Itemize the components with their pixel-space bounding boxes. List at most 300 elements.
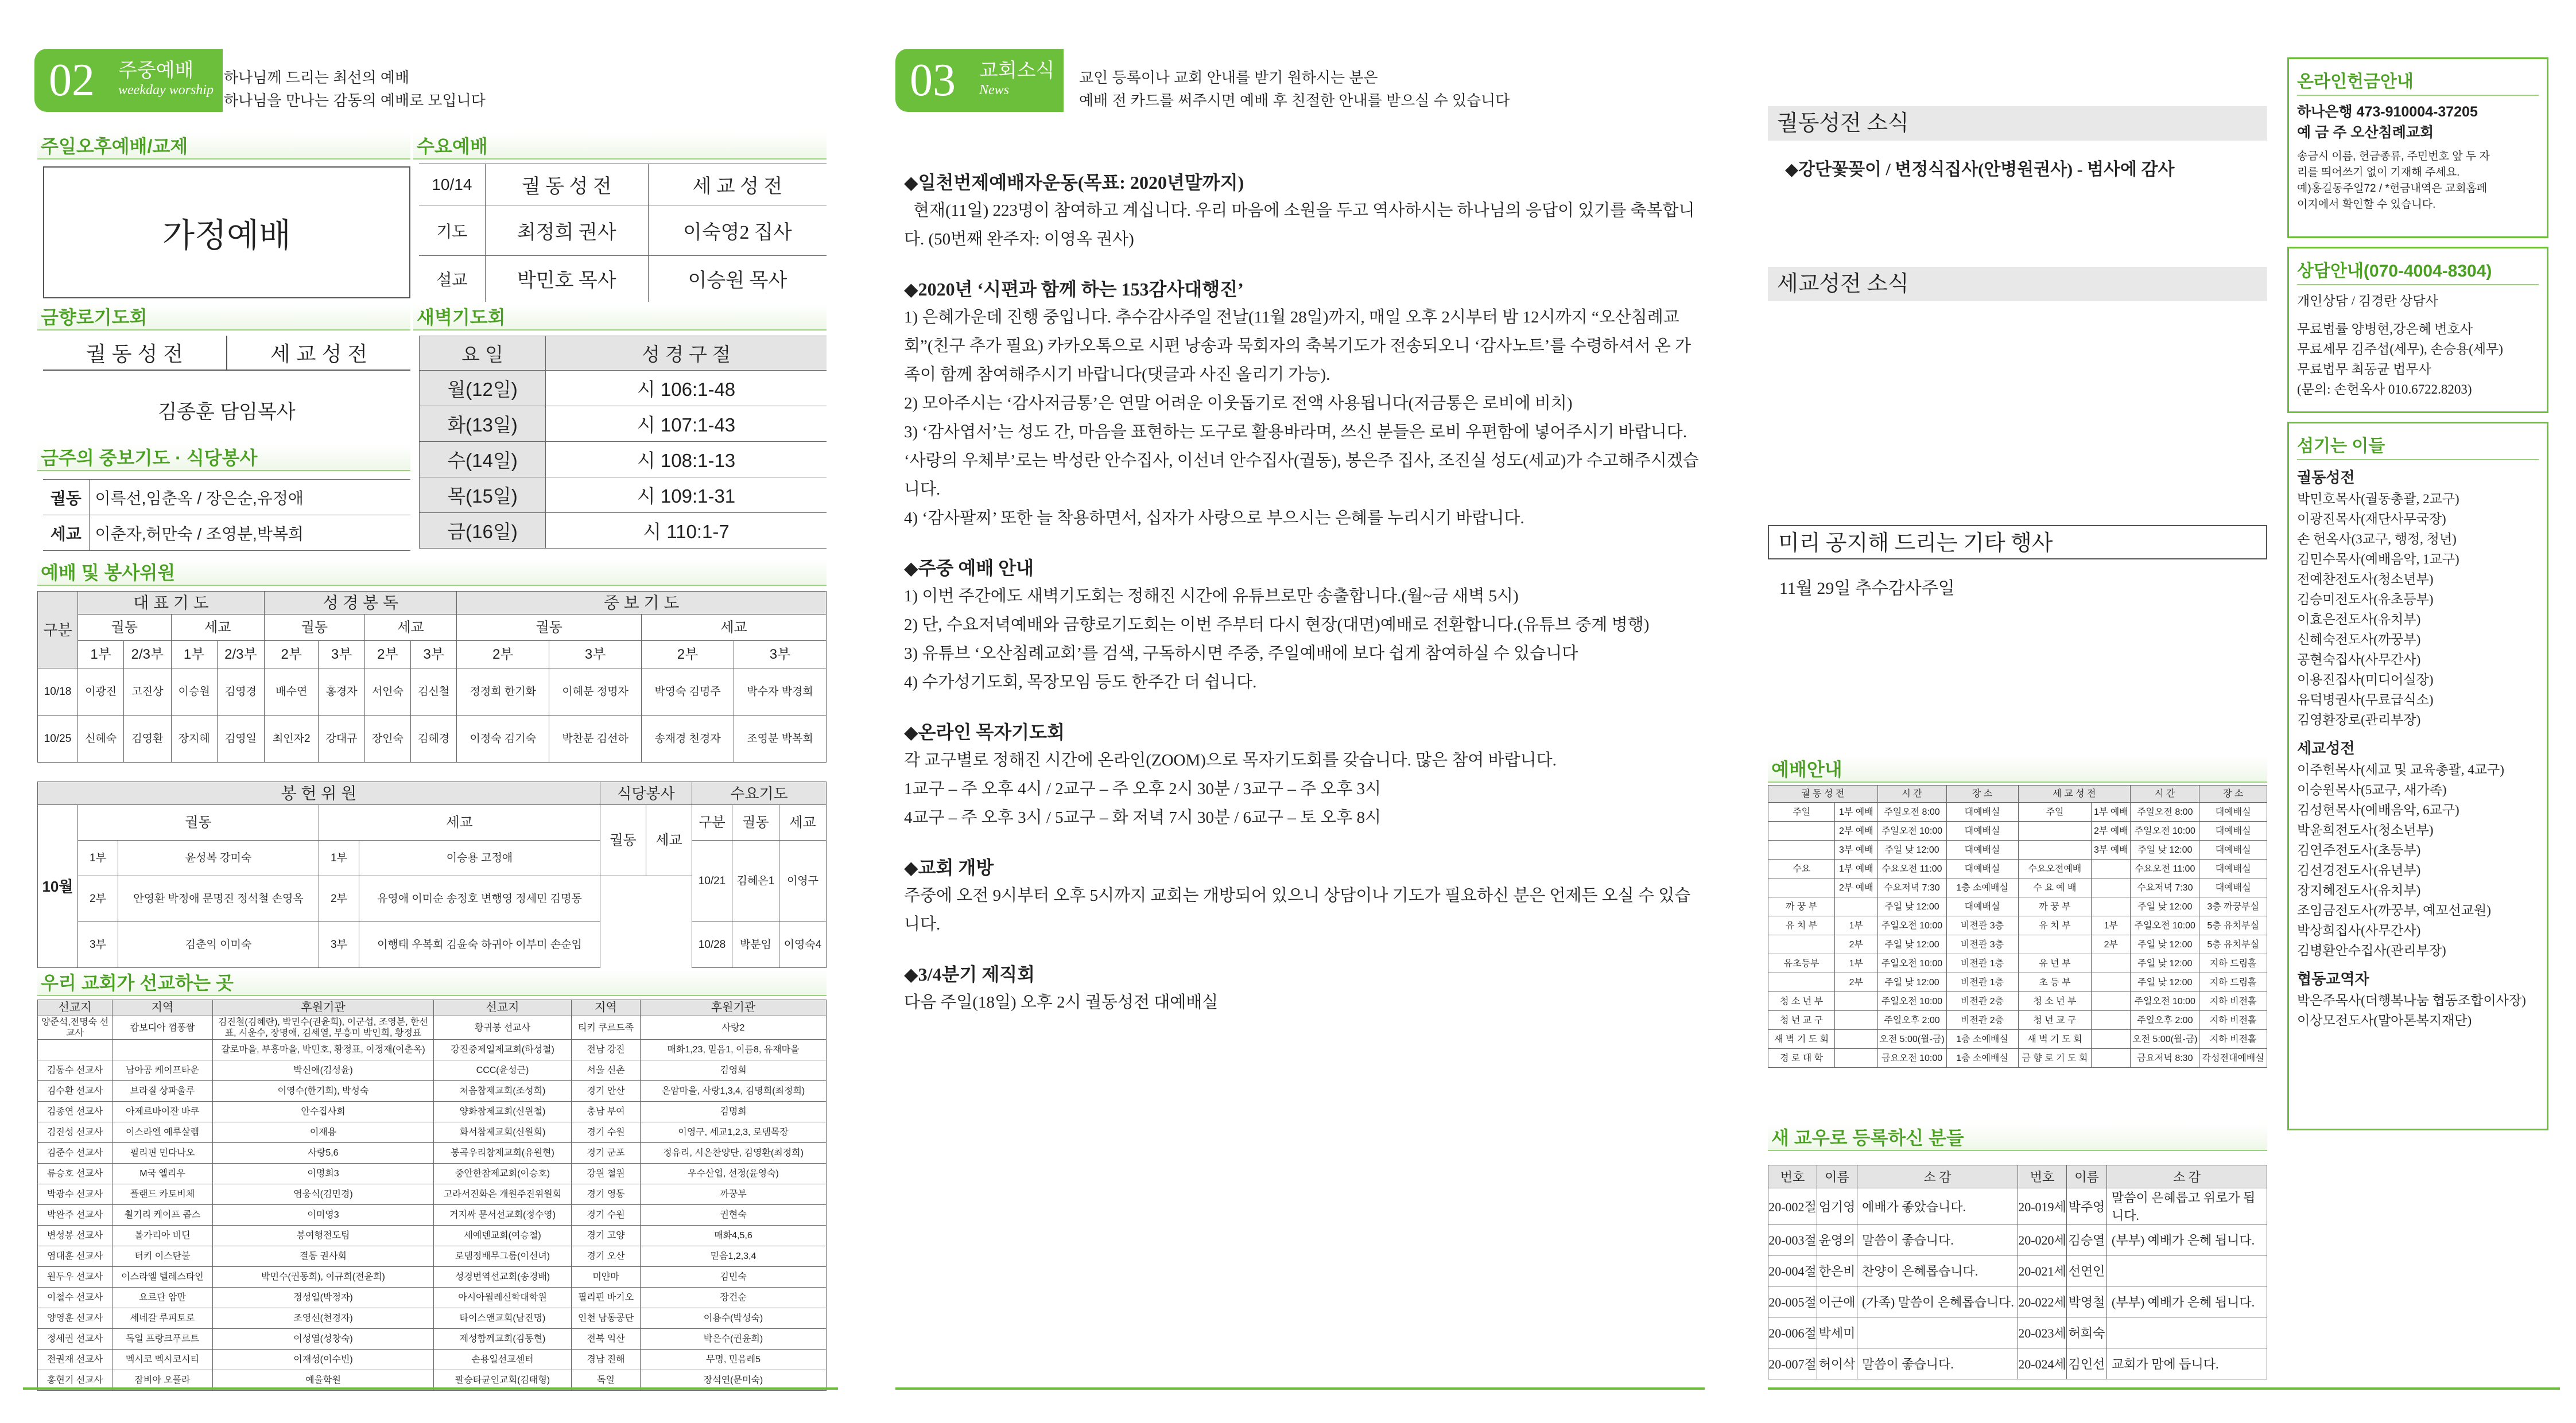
sched-cell: 청 소 년 부 [2018, 992, 2092, 1011]
staff-member: 박은주목사(더행복나눔 협동조합이사장) [2297, 993, 2526, 1008]
o-names: 안영환 박정애 문명진 정석철 손영옥 [118, 876, 319, 922]
o-head: 식당봉사 [600, 782, 692, 805]
counsel-line: 개인상담 / 김경란 상담사 [2297, 294, 2438, 308]
miss-cell: 이재성(이수빈) [213, 1350, 434, 1370]
new-head: 소 감 [2107, 1165, 2267, 1188]
w-cell: 고진상 [124, 668, 171, 716]
sched-cell: 주일오전 10:00 [1877, 954, 1946, 973]
miss-cell: 남아공 케이프타운 [112, 1060, 213, 1081]
new-cell: 교회가 맘에 듭니다. [2107, 1348, 2267, 1379]
miss-cell: 아제르바이잔 바쿠 [112, 1102, 213, 1122]
sched-row [1768, 841, 2267, 860]
miss-cell: 세네갈 루피토로 [112, 1308, 213, 1329]
w-cell: 박수자 박경희 [734, 668, 826, 716]
dawn-day: 화(13일) [420, 406, 546, 442]
miss-row [38, 1060, 827, 1081]
sched-cell [2018, 841, 2092, 860]
inter-names: 이춘자,허만숙 / 조영분,박복희 [89, 515, 410, 551]
new-cell: 20-023세 [2018, 1317, 2067, 1348]
miss-cell: 무명, 민음레5 [641, 1350, 827, 1370]
staff-member: 이상모전도사(말아톤복지재단) [2297, 1013, 2472, 1028]
w-part: 2부 [642, 641, 734, 668]
dawn-verse: 시 108:1-13 [546, 442, 827, 477]
new-row [1768, 1317, 2267, 1348]
sched-cell [2092, 992, 2131, 1011]
miss-cell: 김종연 선교사 [38, 1102, 112, 1122]
new-cell: 말씀이 은혜롭고 위로가 됩니다. [2107, 1188, 2267, 1224]
miss-cell: 사랑5,6 [213, 1143, 434, 1164]
sched-cell: 유초등부 [1768, 954, 1835, 973]
sched-cell [2092, 1049, 2131, 1068]
miss-row [38, 1350, 827, 1370]
miss-row [38, 1267, 827, 1288]
events-body: 11월 29일 추수감사주일 [1779, 579, 1955, 598]
miss-cell: 정유리, 시온찬양단, 김영환(최정희) [641, 1143, 827, 1164]
miss-row [38, 1143, 827, 1164]
news-para: 4) 수가성기도회, 목장모임 등도 한주간 더 쉽니다. [904, 673, 1257, 691]
bottom-rule [23, 1387, 838, 1390]
note-line: 송금시 이름, 헌금종류, 주민번호 앞 두 자 [2297, 150, 2490, 162]
events-title: 미리 공지해 드리는 기타 행사 [1768, 525, 2267, 559]
w-part: 3부 [319, 641, 364, 668]
offering-table [37, 782, 827, 968]
o-sub: 세교 [319, 805, 600, 841]
sun-section-heading: 주일오후예배/교제 [37, 133, 410, 160]
sched-cell: 주일오전 10:00 [2131, 822, 2199, 841]
staff-member: 유덕병권사(무료급식소) [2297, 693, 2434, 707]
miss-cell: 중안한참제교회(이승호) [434, 1164, 572, 1184]
sched-row [1768, 803, 2267, 822]
o-wed-name: 이영숙4 [779, 922, 826, 968]
miss-cell: 박완주 선교사 [38, 1205, 112, 1226]
section-subtitle: News [979, 83, 1010, 98]
sched-cell: 초 등 부 [2018, 973, 2092, 992]
miss-cell: 장건순 [641, 1288, 827, 1308]
w-part: 2부 [265, 641, 319, 668]
wed-cell: 세 교 성 전 [648, 164, 827, 205]
miss-cell: 브라질 상파울루 [112, 1081, 213, 1102]
bottom-rule [895, 1387, 1705, 1390]
sched-table [1768, 785, 2267, 1068]
sched-cell [1768, 973, 1835, 992]
miss-cell: 권현숙 [641, 1205, 827, 1226]
sched-cell: 대예배실 [2199, 841, 2267, 860]
o-names: 유영애 이미순 송정호 변행영 정세민 김명동 [359, 876, 600, 922]
section-title-box [109, 49, 223, 112]
o-sub: 세교 [646, 805, 692, 876]
miss-row [38, 1246, 827, 1267]
w-sub: 세교 [364, 615, 457, 641]
sched-cell: 주일오전 10:00 [1877, 916, 1946, 935]
o-month: 10월 [38, 805, 78, 968]
bottom-rule [1768, 1387, 2560, 1390]
sched-cell [2018, 822, 2092, 841]
w-part: 2부 [457, 641, 549, 668]
w-part: 3부 [411, 641, 457, 668]
new-cell: 김인선 [2067, 1348, 2107, 1379]
miss-cell: 봉여행전도팀 [213, 1226, 434, 1246]
miss-cell: 거지싸 문서선교회(정수영) [434, 1205, 572, 1226]
sched-cell: 경 로 대 학 [1768, 1049, 1835, 1068]
fri-col: 궐 동 성 전 [43, 336, 227, 370]
sched-cell [2018, 935, 2092, 954]
sun-box: 가정예배 [43, 166, 410, 298]
online-holder: 예 금 주 오산침례교회 [2297, 125, 2434, 141]
sched-cell: 비전관 2층 [1946, 1011, 2018, 1030]
sched-cell: 주일 낮 12:00 [1877, 973, 1946, 992]
staff-member: 이효은전도사(유치부) [2297, 612, 2421, 627]
miss-cell: 은암마을, 사랑1,3,4, 김명희(최정희) [641, 1081, 827, 1102]
news-para: 1) 은혜가운데 진행 중입니다. 추수감사주일 전날(11월 28일)까지, 매일 오후 2시부터 밤 12시까지 “오산침례교회”(친구 추가 필요) 카카오톡으로 시편 낭송과 묵회자의 축복기도가 전송되오니 ‘감사노트’를 수령하셔서 온 가족이 함께 참여해주시기 바랍니다(댓글과 사진 올리기 가능). [904, 308, 1692, 384]
header-line: 하나님께 드리는 최선의 예배 [224, 69, 410, 86]
miss-cell: 박광수 선교사 [38, 1184, 112, 1205]
sched-row [1768, 954, 2267, 973]
sched-row [1768, 1011, 2267, 1030]
wed-cell: 궐 동 성 전 [485, 164, 648, 205]
dawn-verse: 시 110:1-7 [546, 513, 827, 549]
miss-cell: 이용수(박성숙) [641, 1308, 827, 1329]
miss-cell: 고라서진화은 개원주진위원회 [434, 1184, 572, 1205]
w-head: 성 경 봉 독 [265, 592, 457, 615]
w-cell: 이승원 [171, 668, 217, 716]
sched-cell: 지하 비전홀 [2199, 1011, 2267, 1030]
fri-col: 세 교 성 전 [227, 336, 410, 370]
miss-cell: 이철수 선교사 [38, 1288, 112, 1308]
new-table [1768, 1165, 2267, 1379]
news-heading: ◆교회 개방 [904, 857, 994, 878]
sched-cell: 3부 예배 [1835, 841, 1877, 860]
miss-row [38, 1288, 827, 1308]
wed-cell: 박민호 목사 [485, 256, 648, 302]
w-cell: 최인자2 [265, 716, 319, 763]
miss-cell: 타이스앤교회(남진명) [434, 1308, 572, 1329]
sched-cell: 2부 예배 [2092, 822, 2131, 841]
news-heading: ◆주중 예배 안내 [904, 558, 1034, 578]
sched-cell: 유 치 부 [1768, 916, 1835, 935]
miss-cell: 이명희3 [213, 1164, 434, 1184]
sched-cell: 2부 [1835, 935, 1877, 954]
w-cell: 김신철 [411, 668, 457, 716]
w-sub: 궐동 [457, 615, 642, 641]
sched-cell: 비전관 3층 [1946, 935, 2018, 954]
new-cell: (부부) 예배가 은혜 됩니다. [2107, 1224, 2267, 1255]
miss-row [38, 1184, 827, 1205]
miss-cell: 경기 군포 [572, 1143, 641, 1164]
miss-cell: 갈로마을, 부흥마을, 박민호, 황정표, 이정재(이춘옥) [213, 1040, 434, 1060]
miss-cell: 류승호 선교사 [38, 1164, 112, 1184]
w-cell: 10/18 [38, 668, 78, 716]
sched-cell: 수요오전 11:00 [2131, 860, 2199, 878]
miss-cell: 세예덴교회(여승철) [434, 1226, 572, 1246]
w-cell: 이광진 [78, 668, 124, 716]
fri-table [43, 336, 410, 371]
header-text [1079, 66, 1510, 112]
sched-cell: 수요오전 11:00 [1877, 860, 1946, 878]
dawn-verse: 시 109:1-31 [546, 477, 827, 513]
sched-cell: 금요오전 10:00 [1877, 1049, 1946, 1068]
miss-head: 지역 [572, 1000, 641, 1016]
w-head: 대 표 기 도 [78, 592, 265, 615]
worship-table [37, 591, 827, 763]
sched-cell [1768, 822, 1835, 841]
news-heading: ◆일천번제예배자운동(목표: 2020년말까지) [904, 172, 1244, 193]
w-cell: 홍경자 [319, 668, 364, 716]
miss-cell: 이재용 [213, 1122, 434, 1143]
dawn-day: 월(12일) [420, 371, 546, 406]
o-sub: 구분 [692, 805, 732, 841]
miss-cell: 강원 철원 [572, 1164, 641, 1184]
dawn-head: 성 경 구 절 [546, 336, 827, 371]
miss-cell: 독일 [572, 1370, 641, 1391]
sched-cell: 주일 낮 12:00 [1877, 935, 1946, 954]
o-sub: 궐동 [600, 805, 646, 876]
sched-cell: 1부 예배 [2092, 803, 2131, 822]
sched-cell: 비전관 3층 [1946, 916, 2018, 935]
staff-member: 장지혜전도사(유치부) [2297, 883, 2421, 897]
s-news-title: 세교성전 소식 [1768, 267, 2267, 301]
miss-head: 지역 [112, 1000, 213, 1016]
dawn-day: 금(16일) [420, 513, 546, 549]
miss-cell: 필리핀 바기오 [572, 1288, 641, 1308]
page-4 [1768, 0, 2571, 1423]
sched-cell: 주일오전 10:00 [1877, 822, 1946, 841]
sched-cell: 까 꿍 부 [1768, 897, 1835, 916]
miss-cell: 팔승타균인교회(김태형) [434, 1370, 572, 1391]
miss-cell: 이영구, 세교1,2,3, 로뎀목장 [641, 1122, 827, 1143]
o-wed-date: 10/21 [692, 841, 732, 922]
header-line: 교인 등록이나 교회 안내를 받기 원하시는 분은 [1079, 69, 1378, 86]
inter-names: 이륵선,임춘옥 / 장은순,유정애 [89, 480, 410, 515]
new-cell [1857, 1317, 2018, 1348]
o-names: 이승용 고정애 [359, 841, 600, 876]
sched-cell [2092, 878, 2131, 897]
w-part: 1부 [171, 641, 217, 668]
news-para: 주중에 오전 9시부터 오후 5시까지 교회는 개방되어 있으니 상담이나 기도가 필요하신 분은 언제든 오실 수 있습니다. [904, 887, 1691, 934]
sched-cell: 주일 낮 12:00 [2131, 973, 2199, 992]
miss-cell: 박민수(권동희), 이규희(전윤희) [213, 1267, 434, 1288]
inter-table [43, 479, 410, 551]
new-cell: 선연인 [2067, 1255, 2107, 1286]
sched-cell: 대예배실 [2199, 803, 2267, 822]
news-para: 2) 단, 수요저녁예배와 금향로기도회는 이번 주부터 다시 현장(대면)예배로 전환합니다.(유튜브 중계 병행) [904, 616, 1650, 634]
miss-cell: 필리핀 민다나오 [112, 1143, 213, 1164]
staff-member: 공현숙집사(사무간사) [2297, 652, 2421, 667]
sched-cell: 금요저녁 8:30 [2131, 1049, 2199, 1068]
header-line: 하나님을 만나는 감동의 예배로 모입니다 [224, 92, 486, 109]
sched-cell: 수 요 예 배 [2018, 878, 2092, 897]
sched-row [1768, 973, 2267, 992]
staff-member: 김승미전도사(유초등부) [2297, 592, 2434, 606]
sched-cell [2092, 860, 2131, 878]
miss-cell: 제성함께교회(김동현) [434, 1329, 572, 1350]
news-heading: ◆3/4분기 제직회 [904, 964, 1035, 985]
sched-cell: 주일오후 2:00 [1877, 1011, 1946, 1030]
sched-cell: 대예배실 [1946, 803, 2018, 822]
miss-cell: 이미영3 [213, 1205, 434, 1226]
online-title: 온라인헌금안내 [2297, 67, 2539, 96]
sched-cell [1835, 897, 1877, 916]
new-head: 소 감 [1857, 1165, 2018, 1188]
miss-cell: 충남 부여 [572, 1102, 641, 1122]
miss-cell: 믿음1,2,3,4 [641, 1246, 827, 1267]
sched-cell: 청 년 교 구 [2018, 1011, 2092, 1030]
sched-cell: 주일 낮 12:00 [2131, 897, 2199, 916]
miss-row [38, 1040, 827, 1060]
new-cell: 박영철 [2067, 1286, 2107, 1317]
news-para: 1교구 – 주 오후 4시 / 2교구 – 주 오후 2시 30분 / 3교구 – 주 오후 3시 [904, 780, 1382, 798]
sched-cell: 주일 낮 12:00 [2131, 841, 2199, 860]
miss-cell: 이스라엘 예루살렘 [112, 1122, 213, 1143]
staff-member: 이주헌목사(세교 및 교육총괄, 4교구) [2297, 763, 2504, 777]
counsel-line: 무료법률 양병현,강은혜 변호사 [2297, 322, 2473, 336]
miss-cell: 김진성 선교사 [38, 1122, 112, 1143]
new-row [1768, 1224, 2267, 1255]
miss-row [38, 1102, 827, 1122]
news-para: 2) 모아주시는 ‘감사저금통’은 연말 어려운 이웃돕기로 전액 사용됩니다(저금통은 로비에 비치) [904, 394, 1573, 413]
miss-cell: 로뎀정배무그룹(이선녀) [434, 1246, 572, 1267]
wed-cell: 이승원 목사 [648, 256, 827, 302]
staff-member: 김성현목사(예배음악, 6교구) [2297, 803, 2459, 817]
new-section-heading: 새 교우로 등록하신 분들 [1768, 1125, 2267, 1151]
counsel-title: 상담안내(070-4004-8304) [2297, 256, 2539, 285]
staff-member: 이용진집사(미디어실장) [2297, 672, 2434, 687]
miss-cell: 인천 남동공단 [572, 1308, 641, 1329]
miss-cell: 김민숙 [641, 1267, 827, 1288]
sched-cell: 비전관 1층 [1946, 973, 2018, 992]
miss-cell: 사랑2 [641, 1016, 827, 1040]
miss-cell: CCC(윤성근) [434, 1060, 572, 1081]
w-cell: 신혜숙 [78, 716, 124, 763]
sched-cell: 주일오전 10:00 [2131, 916, 2199, 935]
note-line: 예)홍길동주일72 / *헌금내역은 교회홈페 [2297, 182, 2488, 195]
sched-cell: 비전관 1층 [1946, 954, 2018, 973]
miss-row [38, 1205, 827, 1226]
sched-cell: 대예배실 [2199, 860, 2267, 878]
w-cell: 송재경 천경자 [642, 716, 734, 763]
inter-label: 궐동 [43, 480, 89, 515]
miss-cell: 예울학원 [213, 1370, 434, 1391]
w-sub: 궐동 [265, 615, 365, 641]
sched-cell [2092, 973, 2131, 992]
o-wed-name: 이영구 [779, 841, 826, 922]
miss-cell: 변성봉 선교사 [38, 1226, 112, 1246]
sched-cell: 3부 예배 [2092, 841, 2131, 860]
sched-section-heading: 예배안내 [1768, 756, 2267, 783]
new-cell: 이근애 [1817, 1286, 1857, 1317]
sched-cell: 주일 낮 12:00 [2131, 954, 2199, 973]
miss-cell: 경남 진해 [572, 1350, 641, 1370]
counsel-line: (문의: 손헌옥사 010.6722.8203) [2297, 382, 2472, 396]
sched-cell: 금 향 로 기 도 회 [2018, 1049, 2092, 1068]
w-cell: 장인숙 [364, 716, 410, 763]
o-sub: 세교 [779, 805, 826, 841]
sched-cell [2092, 1011, 2131, 1030]
sched-row [1768, 992, 2267, 1011]
new-cell: 한은비 [1817, 1255, 1857, 1286]
miss-cell: 박은수(권윤희) [641, 1329, 827, 1350]
o-names: 김춘익 이미숙 [118, 922, 319, 968]
news-body [904, 155, 1702, 1017]
miss-cell: 김진철(김혜란), 박민수(권윤희), 이군섭, 조영분, 한선표, 시운수, 장명애, 김세열, 부흥미 박인희, 황정표 [213, 1016, 434, 1040]
section-subtitle: weekday worship [118, 83, 214, 98]
w-sub: 세교 [642, 615, 827, 641]
staff-member: 전예찬전도사(청소년부) [2297, 572, 2434, 586]
news-para: 다음 주일(18일) 오후 2시 궐동성전 대예배실 [904, 993, 1219, 1012]
sched-cell: 3층 까꿍부실 [2199, 897, 2267, 916]
w-cell: 박영숙 김명주 [642, 668, 734, 716]
o-part: 1부 [78, 841, 118, 876]
sched-cell: 지하 비전홀 [2199, 992, 2267, 1011]
staff-member: 이광진목사(재단사무국장) [2297, 512, 2446, 526]
dawn-verse: 시 106:1-48 [546, 371, 827, 406]
w-part: 2/3부 [217, 641, 264, 668]
new-cell: 20-003절 [1768, 1224, 1817, 1255]
page-2 [0, 0, 849, 1423]
miss-cell: 손용일선교센터 [434, 1350, 572, 1370]
miss-cell: 양준석,전명숙 선교사 [38, 1016, 112, 1040]
miss-cell: 볼가리아 비딘 [112, 1226, 213, 1246]
miss-cell: 전권재 선교사 [38, 1350, 112, 1370]
sched-cell: 주일오전 8:00 [2131, 803, 2199, 822]
miss-cell: 김수환 선교사 [38, 1081, 112, 1102]
staff-list [2297, 760, 2539, 961]
sched-cell: 수요 [1768, 860, 1835, 878]
sched-cell: 주일 낮 12:00 [2131, 935, 2199, 954]
w-cell: 이혜분 정명자 [549, 668, 642, 716]
sched-head: 장 소 [1946, 786, 2018, 803]
miss-head: 후원기관 [213, 1000, 434, 1016]
new-head: 이름 [1817, 1165, 1857, 1188]
miss-cell: 경기 수원 [572, 1122, 641, 1143]
sched-cell: 지하 드림홀 [2199, 954, 2267, 973]
sched-cell [1768, 841, 1835, 860]
o-names: 이행태 우복희 김윤숙 하귀아 이부미 손순임 [359, 922, 600, 968]
miss-cell: 까꿍부 [641, 1184, 827, 1205]
sched-cell: 1부 예배 [1835, 860, 1877, 878]
miss-cell: 양영훈 선교사 [38, 1308, 112, 1329]
miss-cell: 강진중제일제교회(하성철) [434, 1040, 572, 1060]
sched-cell: 1층 소예배실 [1946, 1049, 2018, 1068]
new-cell: 박주영 [2067, 1188, 2107, 1224]
staff-title: 섬기는 이들 [2297, 431, 2539, 460]
news-heading: ◆2020년 ‘시편과 함께 하는 153감사대행진’ [904, 279, 1244, 300]
header-text [224, 66, 486, 112]
miss-head: 선교지 [434, 1000, 572, 1016]
miss-cell: M국 엘리우 [112, 1164, 213, 1184]
sched-cell: 주일오전 10:00 [1877, 992, 1946, 1011]
sched-head: 세 교 성 전 [2018, 786, 2131, 803]
sched-cell: 유 년 부 [2018, 954, 2092, 973]
o-wed-date: 10/28 [692, 922, 732, 968]
miss-cell: 화서참제교회(신원희) [434, 1122, 572, 1143]
w-cell: 이정숙 김기숙 [457, 716, 549, 763]
miss-row [38, 1308, 827, 1329]
sched-row [1768, 1049, 2267, 1068]
w-part: 2부 [364, 641, 410, 668]
section-number: 02 [34, 49, 109, 112]
sched-cell: 비전관 2층 [1946, 992, 2018, 1011]
sched-cell: 유 치 부 [2018, 916, 2092, 935]
new-cell: 20-007절 [1768, 1348, 1817, 1379]
miss-row [38, 1016, 827, 1040]
miss-cell: 봉곡우리참제교회(유원현) [434, 1143, 572, 1164]
sched-cell: 주일 낮 12:00 [1877, 841, 1946, 860]
news-para: 1) 이번 주간에도 새벽기도회는 정해진 시간에 유튜브로만 송출합니다.(월~금 새벽 5시) [904, 587, 1519, 605]
new-cell: 20-020세 [2018, 1224, 2067, 1255]
new-cell: (가족) 말씀이 은혜롭습니다. [1857, 1286, 2018, 1317]
w-gubun: 구분 [38, 592, 78, 668]
sched-cell: 각성전대예배실 [2199, 1049, 2267, 1068]
